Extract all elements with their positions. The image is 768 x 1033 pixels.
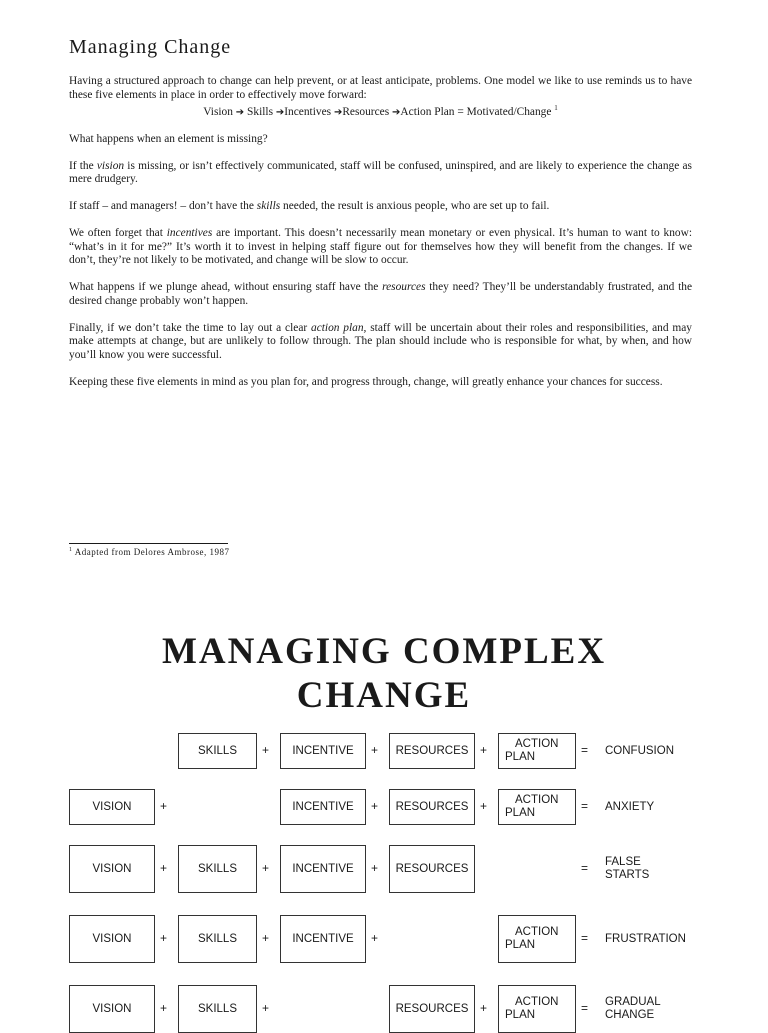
action-label-line-2: PLAN xyxy=(505,807,536,819)
plus-sign: + xyxy=(371,931,379,945)
model-action-plan: Action Plan = Motivated/Change xyxy=(400,105,552,118)
vision-emphasis: vision xyxy=(96,159,125,172)
vision-text-before: If the xyxy=(69,159,97,172)
action-label-line-2: PLAN xyxy=(505,751,536,763)
plus-sign: + xyxy=(480,1001,488,1015)
diagram-title-line-1: MANAGING COMPLEX xyxy=(161,631,607,672)
page-title: Managing Change xyxy=(69,36,232,58)
result-line: STARTS xyxy=(605,869,650,881)
equals-sign: = xyxy=(581,1001,589,1015)
resources-paragraph xyxy=(69,281,692,308)
incentives-text-before: We often forget that xyxy=(69,227,167,240)
action-text-before: Finally, if we don’t take the time to lay out a clear xyxy=(69,321,311,334)
plus-sign: + xyxy=(262,743,270,757)
vision-text-after: is missing, or isn’t effectively communicated, staff will be confused, uninspired, and are likely to experience the change as mere drudgery. xyxy=(69,159,692,186)
plus-sign: + xyxy=(262,1001,270,1015)
plus-sign: + xyxy=(160,799,168,813)
action-label-line-1: ACTION xyxy=(515,738,559,750)
result-label xyxy=(605,745,674,758)
arrow-icon: ➔ xyxy=(235,106,245,118)
skills-box: SKILLS xyxy=(178,915,257,963)
action-label-line-2: PLAN xyxy=(505,939,536,951)
action-label-line-1: ACTION xyxy=(515,794,559,806)
action-label-line-2: PLAN xyxy=(505,1009,536,1021)
vision-paragraph xyxy=(69,160,692,187)
arrow-icon: ➔ xyxy=(333,106,343,118)
diagram-title xyxy=(0,630,768,718)
footnote-text: Adapted from Delores Ambrose, 1987 xyxy=(72,547,230,557)
plus-sign: + xyxy=(262,931,270,945)
model-skills: Skills xyxy=(247,105,274,118)
footnote-divider xyxy=(69,543,228,544)
result-line: ANXIETY xyxy=(605,800,655,813)
result-line: FALSE xyxy=(605,856,641,868)
footnote-reference: 1 xyxy=(554,104,558,112)
skills-text-before: If staff – and managers! – don’t have the xyxy=(69,200,257,213)
result-label xyxy=(605,801,654,814)
plus-sign: + xyxy=(262,861,270,875)
result-line: FRUSTRATION xyxy=(605,932,686,945)
resources-text-after: they need? They’ll be understandably frustrated, and the desired change probably won’t happen. xyxy=(69,281,692,307)
vision-box: VISION xyxy=(69,845,155,893)
plus-sign: + xyxy=(160,1001,168,1015)
footnote xyxy=(69,547,229,557)
vision-box: VISION xyxy=(69,985,155,1033)
action-plan-box xyxy=(498,733,576,769)
incentives-text-after: are important. This doesn’t necessarily mean monetary or even physical. It’s human to want to know: “what’s in it for me?” It’s worth it to invest in helping staff figure out for themselves how they will benefit from the changes. If we don’t, they’re not likely to be motivated, and change will be slow to occur. xyxy=(69,227,693,267)
result-line: GRADUAL xyxy=(605,996,661,1008)
action-plan-box xyxy=(498,915,576,963)
equals-sign: = xyxy=(581,861,589,875)
resources-box: RESOURCES xyxy=(389,733,475,769)
plus-sign: + xyxy=(160,931,168,945)
equals-sign: = xyxy=(581,743,589,757)
incentive-box: INCENTIVE xyxy=(280,789,366,825)
vision-box: VISION xyxy=(69,789,155,825)
incentive-box: INCENTIVE xyxy=(280,915,366,963)
action-text-after: staff will be uncertain about their roles and responsibilities, and may make attempts at change, but are unlikely to follow through. The plan should include who is responsible for what, by when, and how you’ll know you were successful. xyxy=(69,321,692,361)
equals-sign: = xyxy=(581,931,589,945)
plus-sign: + xyxy=(371,799,379,813)
plus-sign: + xyxy=(480,743,488,757)
model-resources: Resources xyxy=(342,105,390,118)
action-emphasis: action plan, xyxy=(311,321,367,334)
skills-emphasis: skills xyxy=(256,200,281,213)
arrow-icon: ➔ xyxy=(392,106,401,118)
plus-sign: + xyxy=(160,861,168,875)
incentive-box: INCENTIVE xyxy=(280,733,366,769)
vision-box: VISION xyxy=(69,915,155,963)
intro-paragraph: Having a structured approach to change can help prevent, or at least anticipate, problems. One model we like to use reminds us to have these five elements in place in order to effectively move forward: xyxy=(69,75,692,101)
action-label-line-1: ACTION xyxy=(515,926,559,938)
question-paragraph: What happens when an element is missing? xyxy=(69,132,268,145)
resources-box: RESOURCES xyxy=(389,845,475,893)
model-formula xyxy=(69,102,692,119)
equals-sign: = xyxy=(581,799,589,813)
footnote-mark: 1 xyxy=(69,547,73,553)
resources-box: RESOURCES xyxy=(389,985,475,1033)
diagram-title-line-2: CHANGE xyxy=(296,675,472,716)
skills-box: SKILLS xyxy=(178,733,257,769)
skills-paragraph xyxy=(69,200,692,214)
action-label-line-1: ACTION xyxy=(515,996,559,1008)
article-body xyxy=(69,75,692,403)
action-plan-paragraph xyxy=(69,322,692,363)
result-label xyxy=(605,996,661,1022)
resources-emphasis: resources xyxy=(382,281,426,294)
action-plan-box xyxy=(498,789,576,825)
result-label xyxy=(605,856,649,882)
plus-sign: + xyxy=(371,861,379,875)
resources-box: RESOURCES xyxy=(389,789,475,825)
result-line: CONFUSION xyxy=(605,744,674,757)
incentive-box: INCENTIVE xyxy=(280,845,366,893)
result-label xyxy=(605,933,686,946)
model-incentives: Incentives xyxy=(284,105,332,118)
model-vision: Vision xyxy=(203,105,233,118)
incentives-emphasis: incentives xyxy=(166,227,213,240)
skills-box: SKILLS xyxy=(178,845,257,893)
action-plan-box xyxy=(498,985,576,1033)
skills-text-after: needed, the result is anxious people, who are set up to fail. xyxy=(280,200,550,213)
plus-sign: + xyxy=(371,743,379,757)
resources-text-before: What happens if we plunge ahead, without ensuring staff have the xyxy=(69,281,383,294)
incentives-paragraph xyxy=(69,227,692,268)
arrow-icon: ➔ xyxy=(275,106,285,118)
result-line: CHANGE xyxy=(605,1009,655,1021)
plus-sign: + xyxy=(480,799,488,813)
skills-box: SKILLS xyxy=(178,985,257,1033)
closing-paragraph: Keeping these five elements in mind as you plan for, and progress through, change, will greatly enhance your chances for success. xyxy=(69,375,663,388)
